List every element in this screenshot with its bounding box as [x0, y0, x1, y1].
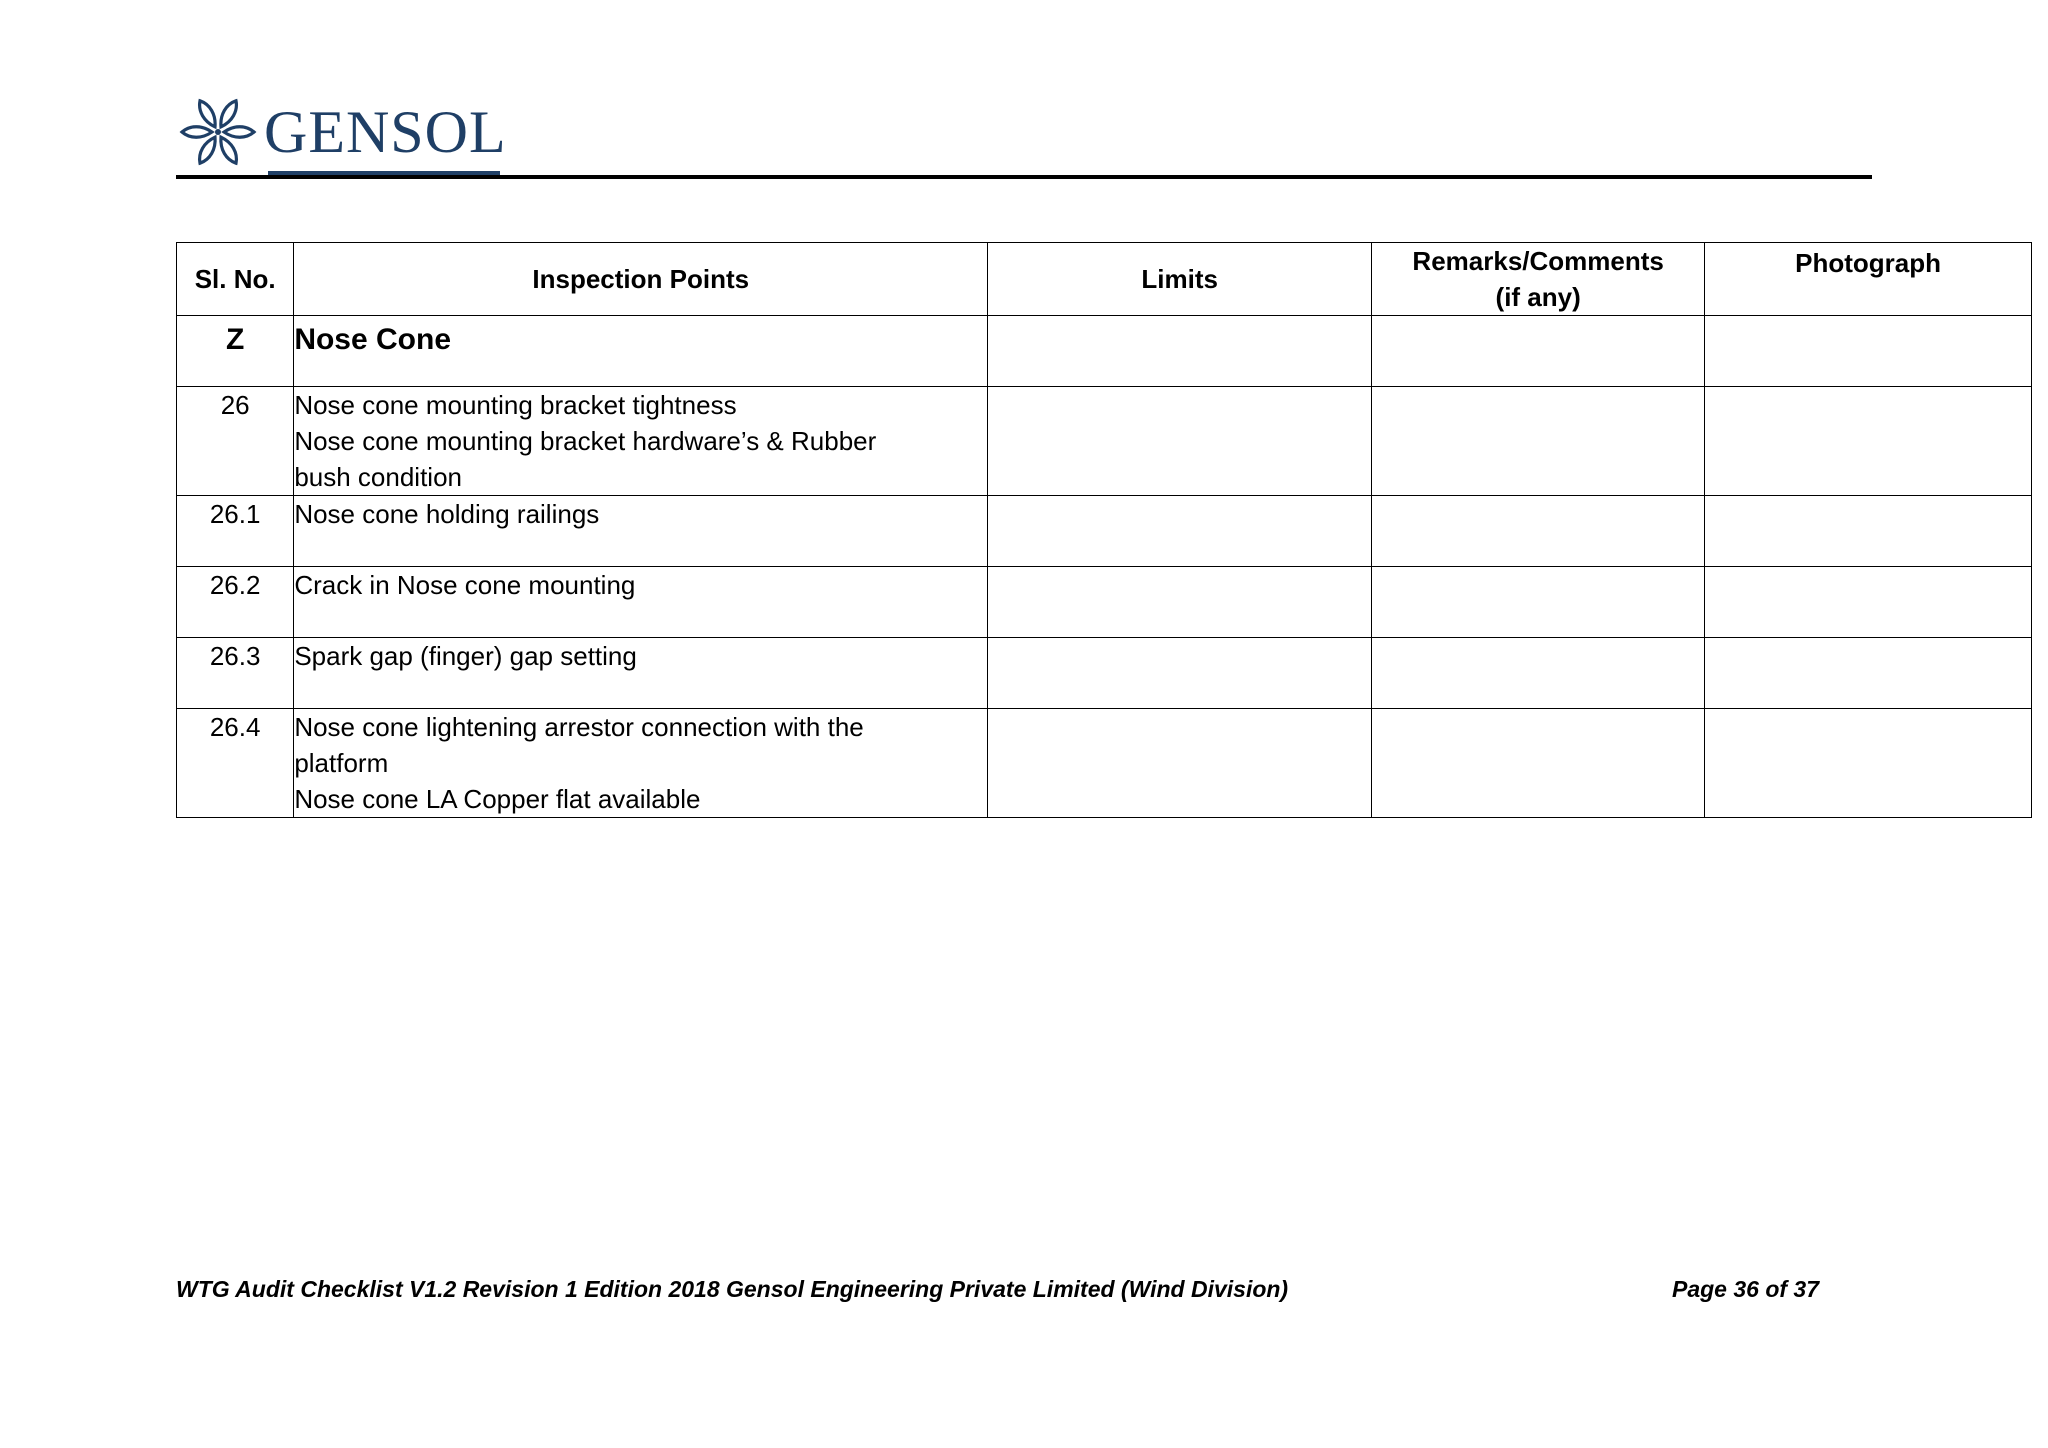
inspection-point-cell — [294, 567, 988, 638]
section-title: Nose Cone — [294, 316, 988, 387]
inspection-checklist-table — [176, 242, 2032, 818]
inspection-point-line: Nose cone mounting bracket hardware’s & Rubber — [294, 426, 877, 456]
inspection-point-cell — [294, 709, 988, 818]
sl-no-cell: 26.4 — [177, 709, 294, 818]
limits-cell — [988, 387, 1372, 496]
inspection-point-line: Nose cone lightening arrestor connection with the — [294, 712, 864, 742]
table-row — [177, 638, 2032, 709]
inspection-point-cell — [294, 496, 988, 567]
inspection-point-line: Spark gap (finger) gap setting — [294, 641, 637, 671]
logo-wordmark: GENSOL — [264, 99, 507, 165]
remarks-cell — [1372, 567, 1705, 638]
inspection-point-line: platform — [294, 748, 389, 778]
inspection-point-line: Nose cone mounting bracket tightness — [294, 390, 737, 420]
sl-no-cell: 26.3 — [177, 638, 294, 709]
photograph-cell — [1705, 567, 2032, 638]
table-row — [177, 709, 2032, 818]
limits-cell — [988, 316, 1372, 387]
limits-cell — [988, 709, 1372, 818]
photograph-cell — [1705, 638, 2032, 709]
table-row — [177, 387, 2032, 496]
column-header-remarks — [1372, 243, 1705, 316]
inspection-point-line: Nose cone LA Copper flat available — [294, 784, 701, 814]
column-header-remarks-line-2: (if any) — [1495, 282, 1581, 312]
footer-document-title: WTG Audit Checklist V1.2 Revision 1 Edition 2018 Gensol Engineering Private Limited (Wind Division) — [176, 1276, 1289, 1302]
sl-no-cell: 26.2 — [177, 567, 294, 638]
remarks-cell — [1372, 638, 1705, 709]
remarks-cell — [1372, 316, 1705, 387]
inspection-point-line: Nose cone holding railings — [294, 499, 600, 529]
photograph-cell — [1705, 709, 2032, 818]
remarks-cell — [1372, 709, 1705, 818]
table-header-row — [177, 243, 2032, 316]
section-row — [177, 316, 2032, 387]
column-header-sl-no: Sl. No. — [177, 243, 294, 316]
company-logo — [178, 92, 507, 172]
table-row — [177, 496, 2032, 567]
inspection-point-line: Crack in Nose cone mounting — [294, 570, 636, 600]
photograph-cell — [1705, 316, 2032, 387]
limits-cell — [988, 496, 1372, 567]
column-header-remarks-line-1: Remarks/Comments — [1412, 246, 1664, 276]
gensol-flower-logo-icon — [178, 92, 258, 172]
remarks-cell — [1372, 496, 1705, 567]
column-header-limits: Limits — [988, 243, 1372, 316]
inspection-point-cell — [294, 638, 988, 709]
sl-no-cell: 26.1 — [177, 496, 294, 567]
photograph-cell — [1705, 496, 2032, 567]
column-header-inspection-points: Inspection Points — [294, 243, 988, 316]
limits-cell — [988, 638, 1372, 709]
inspection-point-cell — [294, 387, 988, 496]
photograph-cell — [1705, 387, 2032, 496]
sl-no-cell: 26 — [177, 387, 294, 496]
header-rule — [176, 175, 1872, 179]
limits-cell — [988, 567, 1372, 638]
table-row — [177, 567, 2032, 638]
footer-page-number: Page 36 of 37 — [1672, 1276, 1820, 1302]
inspection-point-line: bush condition — [294, 462, 462, 492]
remarks-cell — [1372, 387, 1705, 496]
section-sl-no: Z — [177, 316, 294, 387]
column-header-photograph: Photograph — [1705, 243, 2032, 316]
